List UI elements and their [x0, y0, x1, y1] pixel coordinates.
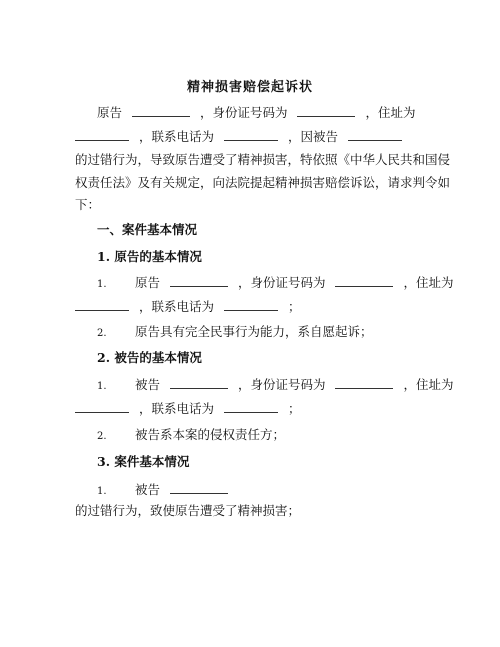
plaintiff-item-1 — [97, 274, 453, 293]
defendant-address-blank — [75, 400, 129, 413]
defendant-label: 被告 — [134, 377, 160, 392]
defendant-label: 被告 — [134, 482, 160, 497]
address-label: ，住址为 — [403, 275, 454, 290]
defendant-name-blank — [170, 376, 228, 389]
semicolon: ； — [287, 299, 301, 314]
plaintiff-label: 原告 — [134, 275, 160, 290]
defendant-item-1-cont — [75, 400, 300, 417]
plaintiff-name-blank — [170, 274, 228, 287]
item-number: 2. — [97, 431, 107, 442]
plaintiff-phone-blank — [224, 128, 278, 141]
defendant-name-blank — [348, 128, 402, 141]
phone-label: ，联系电话为 — [138, 129, 214, 144]
item-text: 被告系本案的侵权责任方； — [134, 427, 285, 442]
document-title: 精神损害赔偿起诉状 — [186, 80, 313, 95]
address-label: ，住址为 — [403, 377, 454, 392]
plaintiff-item-1-cont — [75, 298, 300, 315]
case-item-1-cont: 的过错行为，致使原告遭受了精神损害； — [75, 503, 301, 518]
subsection-heading-case: 3. 案件基本情况 — [97, 454, 190, 469]
item-number: 1. — [97, 486, 107, 497]
plaintiff-address-blank — [75, 128, 129, 141]
address-label: ，住址为 — [365, 105, 416, 120]
id-label: ，身份证号码为 — [237, 377, 326, 392]
intro-line-3: 的过错行为，导致原告遭受了精神损害，特依照《中华人民共和国侵 — [75, 152, 451, 167]
id-label: ，身份证号码为 — [199, 105, 288, 120]
plaintiff-id-blank — [297, 104, 355, 117]
intro-line-4: 权责任法》及有关规定，向法院提起精神损害赔偿诉讼，请求判令如 — [75, 175, 451, 190]
plaintiff-phone-blank — [224, 298, 278, 311]
phone-label: ，联系电话为 — [138, 299, 214, 314]
defendant-id-blank — [335, 376, 393, 389]
defendant-name-blank — [170, 481, 228, 494]
subsection-heading-defendant: 2. 被告的基本情况 — [97, 350, 202, 365]
case-item-1 — [97, 481, 228, 500]
item-text: 原告具有完全民事行为能力，系自愿起诉； — [134, 324, 373, 339]
plaintiff-item-2 — [97, 324, 373, 342]
subsection-heading-plaintiff: 1. 原告的基本情况 — [97, 249, 202, 264]
intro-line-5: 下： — [75, 197, 101, 212]
item-number: 1. — [97, 279, 107, 290]
defendant-item-1 — [97, 376, 453, 395]
defendant-phone-blank — [224, 400, 278, 413]
plaintiff-id-blank — [335, 274, 393, 287]
item-number: 2. — [97, 328, 107, 339]
section-heading: 一、案件基本情况 — [97, 222, 198, 237]
intro-line-1 — [97, 104, 415, 121]
defendant-label: ，因被告 — [287, 129, 338, 144]
phone-label: ，联系电话为 — [138, 401, 214, 416]
semicolon: ； — [287, 401, 301, 416]
defendant-item-2 — [97, 427, 285, 445]
intro-line-2 — [75, 128, 402, 145]
plaintiff-address-blank — [75, 298, 129, 311]
item-number: 1. — [97, 381, 107, 392]
id-label: ，身份证号码为 — [237, 275, 326, 290]
plaintiff-label: 原告 — [97, 105, 123, 120]
plaintiff-name-blank — [132, 104, 190, 117]
